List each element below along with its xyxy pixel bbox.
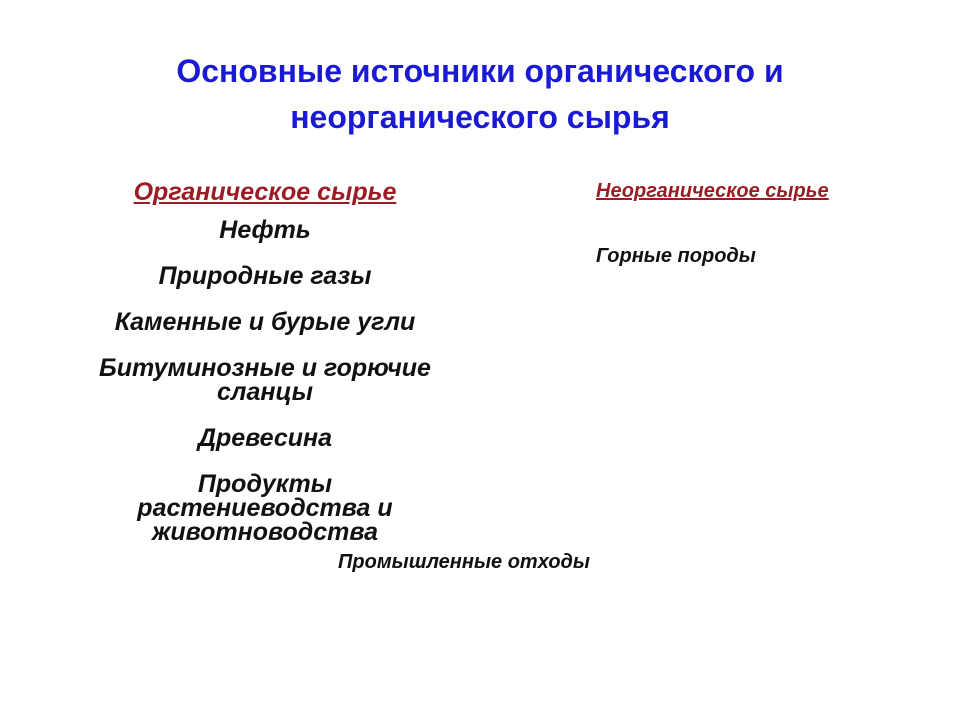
organic-item: Природные газы: [158, 262, 372, 290]
inorganic-column: [596, 176, 836, 270]
organic-heading: Органическое сырье: [133, 178, 397, 206]
organic-item: Нефть: [219, 216, 311, 244]
inorganic-heading: Неорганическое сырье: [596, 180, 829, 202]
organic-item: Продукты растениеводства и животноводства: [137, 470, 393, 546]
organic-item: Битуминозные и горючие сланцы: [99, 354, 431, 406]
organic-item: Каменные и бурые угли: [114, 308, 416, 336]
organic-item: Древесина: [197, 424, 333, 452]
slide-title-line-2: неорганического сырья: [290, 99, 670, 135]
slide-title: [0, 48, 960, 140]
industrial-waste-text: Промышленные отходы: [338, 551, 590, 573]
organic-column: [40, 172, 490, 544]
slide-title-line-1: Основные источники органического и: [176, 53, 784, 89]
inorganic-item: Горные породы: [596, 245, 756, 267]
